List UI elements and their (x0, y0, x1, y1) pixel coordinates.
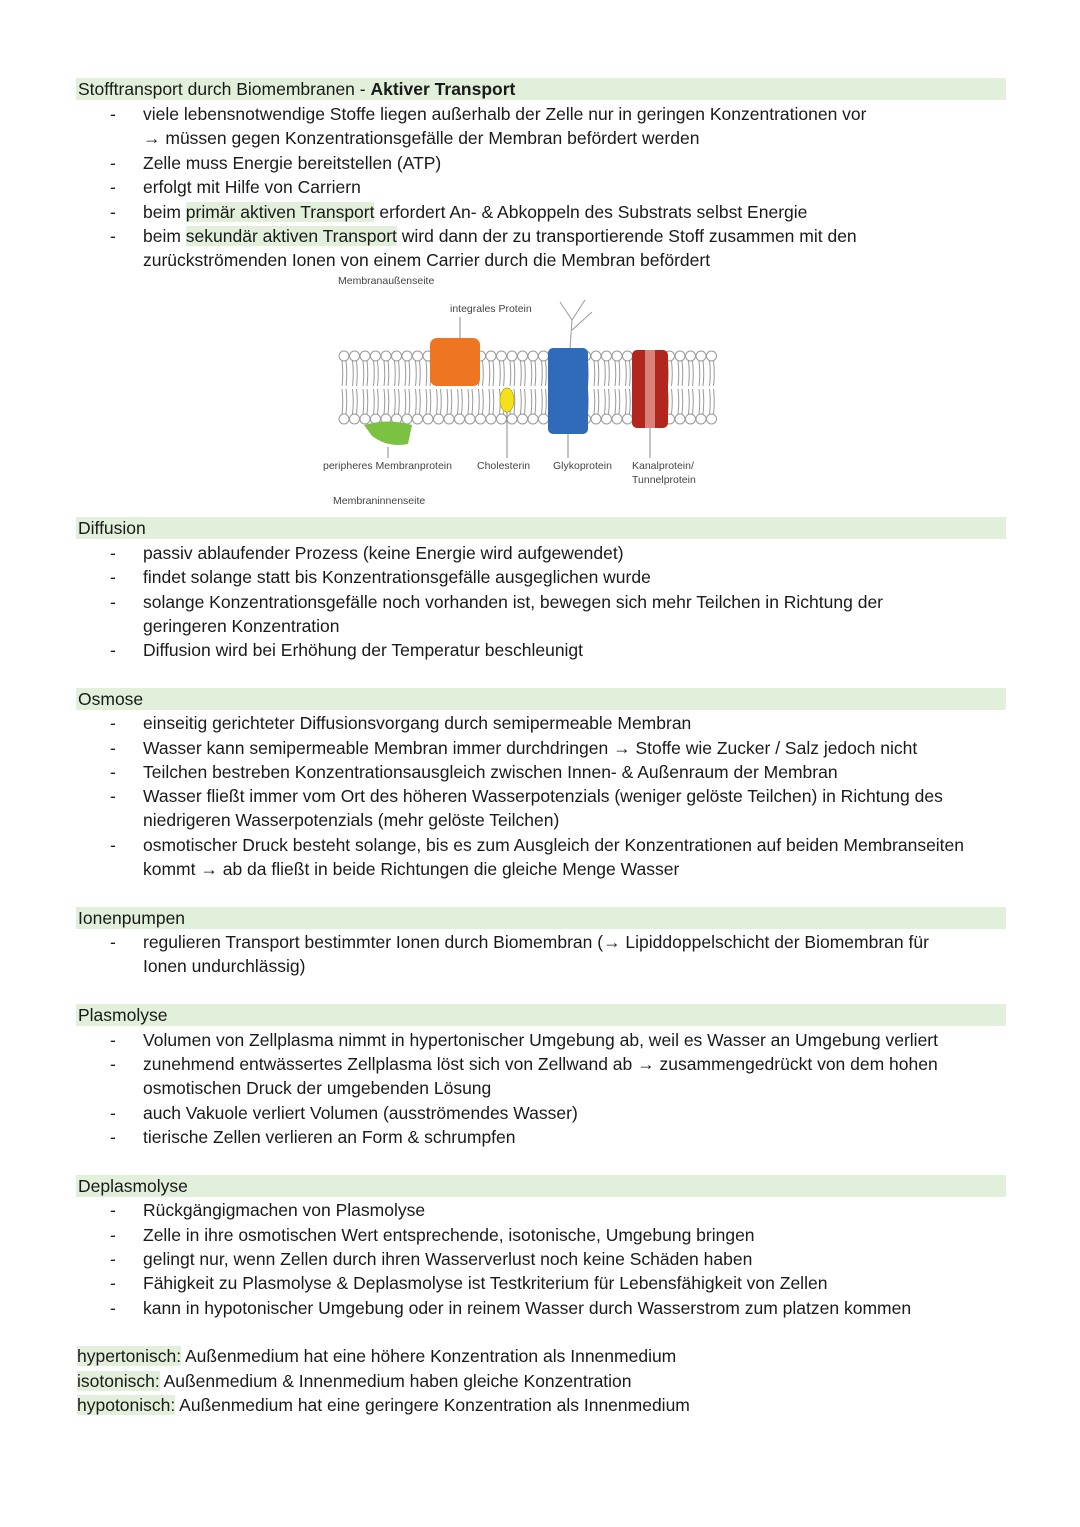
lipid-head (591, 351, 601, 361)
definition-term: hypertonisch: (77, 1346, 182, 1366)
bullet-dash: - (110, 104, 116, 124)
lipid-head (539, 351, 549, 361)
lipid-tail (626, 389, 627, 414)
peripheral-protein (364, 422, 412, 446)
lipid-tail (395, 361, 396, 386)
bullet-text: auch Vakuole verliert Volumen (ausströmendes Wasser) (143, 1103, 578, 1123)
definition-text: Außenmedium hat eine höhere Konzentration als Innenmedium (181, 1346, 677, 1366)
lipid-head (381, 351, 391, 361)
lipid-tail (630, 389, 631, 414)
lipid-head (612, 351, 622, 361)
lipid-tail (342, 361, 343, 386)
lipid-head (623, 414, 633, 424)
bullet-text: Teilchen bestreben Konzentrationsausgleich zwischen Innen- & Außenraum der Membran (143, 762, 838, 782)
bullet-dash: - (110, 177, 116, 197)
lipid-tail (689, 361, 690, 386)
lipid-tail (682, 361, 683, 386)
bullet-dash: - (110, 1054, 116, 1074)
lipid-tail (525, 389, 526, 414)
lipid-tail (346, 389, 347, 414)
lipid-tail (493, 361, 494, 386)
bullet-text: Wasser kann semipermeable Membran immer durchdringen → Stoffe wie Zucker / Salz jedoch nicht (143, 738, 918, 758)
lipid-tail (693, 361, 694, 386)
lipid-tail (678, 389, 679, 414)
lipid-head (686, 351, 696, 361)
lipid-tail (374, 389, 375, 414)
lipid-head (497, 414, 507, 424)
lipid-tail (420, 361, 421, 386)
lipid-tail (546, 389, 547, 414)
bullet-text: erfolgt mit Hilfe von Carriern (143, 177, 361, 197)
section-heading-diffusion: Diffusion (76, 517, 1006, 539)
bullet-text: osmotischer Druck besteht solange, bis es zum Ausgleich der Konzentrationen auf beiden Membranseiten (143, 835, 965, 855)
bullet-dash: - (110, 762, 116, 782)
lipid-head (612, 414, 622, 424)
lipid-tail (441, 389, 442, 414)
lipid-tail (399, 389, 400, 414)
lipid-tail (542, 389, 543, 414)
lipid-head (707, 351, 717, 361)
lipid-tail (521, 389, 522, 414)
bullet-text (143, 201, 807, 223)
highlight-term: sekundär aktiven Transport (185, 226, 397, 246)
lipid-tail (609, 361, 610, 386)
lipid-head (434, 414, 444, 424)
heading-bold-text: Aktiver Transport (370, 79, 516, 99)
bullet-text: Wasser fließt immer vom Ort des höheren Wasserpotenzials (weniger gelöste Teilchen) in Richtung des (143, 786, 943, 806)
bullet-dash: - (110, 1249, 116, 1269)
lipid-head (602, 414, 612, 424)
lipid-tail (514, 361, 515, 386)
lipid-head (350, 414, 360, 424)
highlight-term: primär aktiven Transport (185, 202, 375, 222)
lipid-tail (447, 389, 448, 414)
section-heading-deplasmolyse: Deplasmolyse (76, 1175, 1006, 1197)
lipid-tail (703, 389, 704, 414)
lipid-tail (598, 361, 599, 386)
definition-text: Außenmedium hat eine geringere Konzentration als Innenmedium (175, 1395, 690, 1415)
lipid-tail (672, 361, 673, 386)
text: erfordert An- & Abkoppeln des Substrats selbst Energie (374, 202, 808, 222)
lipid-tail (409, 361, 410, 386)
lipid-tail (426, 361, 427, 386)
lipid-tail (500, 361, 501, 386)
lipid-head (696, 351, 706, 361)
bullet-text: kommt → ab da fließt in beide Richtungen die gleiche Menge Wasser (143, 859, 680, 879)
lipid-tail (619, 361, 620, 386)
section-heading-plasmolyse: Plasmolyse (76, 1004, 1006, 1026)
text: beim (143, 202, 186, 222)
bullet-text: zurückströmenden Ionen von einem Carrier durch die Membran befördert (143, 250, 711, 270)
bullet-text: zunehmend entwässertes Zellplasma löst sich von Zellwand ab → zusammengedrückt von dem hohen (143, 1054, 938, 1074)
bullet-text: tierische Zellen verlieren an Form & schrumpfen (143, 1127, 516, 1147)
lipid-tail (542, 361, 543, 386)
definition-isotonic (77, 1370, 632, 1392)
lipid-tail (378, 389, 379, 414)
lipid-tail (420, 389, 421, 414)
lipid-head (444, 414, 454, 424)
label-outside: Membranaußenseite (338, 275, 435, 287)
lipid-tail (472, 389, 473, 414)
lipid-tail (479, 389, 480, 414)
lipid-tail (510, 361, 511, 386)
lipid-tail (363, 361, 364, 386)
lipid-tail (672, 389, 673, 414)
glyco-sugar-chain (560, 300, 592, 348)
bullet-dash: - (110, 1273, 116, 1293)
lipid-tail (483, 389, 484, 414)
lipid-tail (598, 389, 599, 414)
lipid-tail (678, 361, 679, 386)
bullet-text: passiv ablaufender Prozess (keine Energie wird aufgewendet) (143, 543, 624, 563)
definition-hypotonic (77, 1394, 690, 1416)
lipid-tail (605, 361, 606, 386)
lipid-head (339, 351, 349, 361)
lipid-tail (405, 361, 406, 386)
lipid-tail (710, 389, 711, 414)
lipid-tail (699, 389, 700, 414)
bullet-dash: - (110, 738, 116, 758)
lipid-tail (609, 389, 610, 414)
bullet-text: Diffusion wird bei Erhöhung der Temperatur beschleunigt (143, 640, 584, 660)
definition-text: Außenmedium & Innenmedium haben gleiche Konzentration (159, 1371, 632, 1391)
bullet-text: → müssen gegen Konzentrationsgefälle der Membran befördert werden (143, 128, 700, 148)
lipid-head (360, 351, 370, 361)
label-inside: Membraninnenseite (333, 495, 426, 507)
cholesterol-molecule (500, 388, 514, 412)
lipid-head (675, 414, 685, 424)
definition-term: isotonisch: (77, 1371, 160, 1391)
lipid-tail (619, 389, 620, 414)
lipid-tail (689, 389, 690, 414)
lipid-tail (535, 361, 536, 386)
lipid-head (413, 351, 423, 361)
section-heading-active-transport (76, 78, 1006, 100)
text: beim (143, 226, 186, 246)
bullet-dash: - (110, 1030, 116, 1050)
bullet-dash: - (110, 932, 116, 952)
lipid-head (686, 414, 696, 424)
lipid-tail (531, 361, 532, 386)
lipid-head (339, 414, 349, 424)
bullet-dash: - (110, 1103, 116, 1123)
lipid-tail (525, 361, 526, 386)
lipid-tail (493, 389, 494, 414)
lipid-head (539, 414, 549, 424)
lipid-tail (483, 361, 484, 386)
bullet-dash: - (110, 202, 116, 222)
bullet-text: regulieren Transport bestimmter Ionen durch Biomembran (→ Lipiddoppelschicht der Biomembran für (143, 932, 929, 952)
bullet-dash: - (110, 1298, 116, 1318)
lipid-head (528, 351, 538, 361)
lipid-tail (468, 389, 469, 414)
lipid-tail (367, 361, 368, 386)
lipid-head (518, 414, 528, 424)
lipid-tail (409, 389, 410, 414)
bullet-text: einseitig gerichteter Diffusionsvorgang durch semipermeable Membran (143, 713, 692, 733)
bullet-dash: - (110, 592, 116, 612)
lipid-tail (504, 361, 505, 386)
lipid-head (360, 414, 370, 424)
lipid-head (476, 414, 486, 424)
lipid-tail (399, 361, 400, 386)
lipid-head (696, 414, 706, 424)
bullet-text: Ionen undurchlässig) (143, 956, 306, 976)
label-channel: Kanalprotein/ (632, 460, 694, 472)
bullet-dash: - (110, 226, 116, 246)
bullet-dash: - (110, 786, 116, 806)
lipid-head (675, 351, 685, 361)
integral-protein (430, 338, 480, 386)
label-glycoprotein: Glykoprotein (553, 460, 612, 472)
lipid-tail (437, 389, 438, 414)
bullet-dash: - (110, 1127, 116, 1147)
section-heading-ionenpumpen: Ionenpumpen (76, 907, 1006, 929)
lipid-tail (388, 361, 389, 386)
bullet-text (143, 225, 857, 247)
bullet-text: Fähigkeit zu Plasmolyse & Deplasmolyse ist Testkriterium für Lebensfähigkeit von Zellen (143, 1273, 828, 1293)
lipid-tail (531, 389, 532, 414)
lipid-tail (374, 361, 375, 386)
lipid-tail (594, 361, 595, 386)
lipid-tail (426, 389, 427, 414)
lipid-tail (615, 361, 616, 386)
lipid-tail (395, 389, 396, 414)
lipid-head (518, 351, 528, 361)
bullet-text: niedrigeren Wasserpotenzials (mehr gelöste Teilchen) (143, 810, 560, 830)
lipid-tail (535, 389, 536, 414)
lipid-tail (416, 361, 417, 386)
lipid-tail (699, 361, 700, 386)
lipid-tail (458, 389, 459, 414)
bullet-text: Rückgängigmachen von Plasmolyse (143, 1200, 426, 1220)
bullet-text: viele lebensnotwendige Stoffe liegen außerhalb der Zelle nur in geringen Konzentrationen vor (143, 104, 867, 124)
bullet-text: Volumen von Zellplasma nimmt in hypertonischer Umgebung ab, weil es Wasser an Umgebung verliert (143, 1030, 938, 1050)
bullet-text: Zelle muss Energie bereitstellen (ATP) (143, 153, 442, 173)
lipid-tail (388, 389, 389, 414)
lipid-tail (489, 389, 490, 414)
bullet-text: solange Konzentrationsgefälle noch vorhanden ist, bewegen sich mehr Teilchen in Richtung der (143, 592, 884, 612)
lipid-tail (405, 389, 406, 414)
lipid-head (371, 351, 381, 361)
lipid-tail (462, 389, 463, 414)
lipid-tail (384, 361, 385, 386)
lipid-tail (367, 389, 368, 414)
lipid-tail (384, 389, 385, 414)
lipid-head (602, 351, 612, 361)
lipid-tail (630, 361, 631, 386)
bullet-dash: - (110, 1200, 116, 1220)
bullet-dash: - (110, 640, 116, 660)
bullet-text: gelingt nur, wenn Zellen durch ihren Wasserverlust noch keine Schäden haben (143, 1249, 753, 1269)
lipid-tail (357, 389, 358, 414)
bullet-text: osmotischen Druck der umgebenden Lösung (143, 1078, 492, 1098)
membrane-diagram (310, 272, 730, 512)
lipid-head (623, 351, 633, 361)
lipid-tail (353, 361, 354, 386)
lipid-head (402, 351, 412, 361)
lipid-head (486, 414, 496, 424)
bullet-dash: - (110, 567, 116, 587)
label-cholesterol: Cholesterin (477, 460, 531, 472)
lipid-head (465, 414, 475, 424)
lipid-tail (682, 389, 683, 414)
lipid-head (402, 414, 412, 424)
lipid-head (591, 414, 601, 424)
lipid-tail (615, 389, 616, 414)
label-peripheral: peripheres Membranprotein (323, 460, 452, 472)
lipid-tail (451, 389, 452, 414)
lipid-tail (703, 361, 704, 386)
lipid-tail (521, 361, 522, 386)
bullet-text: findet solange statt bis Konzentrationsgefälle ausgeglichen wurde (143, 567, 651, 587)
lipid-tail (626, 361, 627, 386)
bullet-dash: - (110, 543, 116, 563)
lipid-head (497, 351, 507, 361)
lipid-head (455, 414, 465, 424)
lipid-tail (710, 361, 711, 386)
definition-term: hypotonisch: (77, 1395, 176, 1415)
lipid-tail (546, 361, 547, 386)
bullet-text: geringeren Konzentration (143, 616, 340, 636)
channel-pore (645, 350, 655, 428)
definition-hypertonic (77, 1345, 676, 1367)
glycoprotein (548, 348, 588, 434)
lipid-tail (342, 389, 343, 414)
lipid-head (423, 414, 433, 424)
bullet-dash: - (110, 713, 116, 733)
lipid-head (528, 414, 538, 424)
lipid-tail (346, 361, 347, 386)
lipid-tail (714, 361, 715, 386)
lipid-tail (430, 389, 431, 414)
bullet-text: Zelle in ihre osmotischen Wert entsprechende, isotonische, Umgebung bringen (143, 1225, 755, 1245)
bullet-dash: - (110, 1225, 116, 1245)
lipid-head (486, 351, 496, 361)
lipid-head (507, 414, 517, 424)
section-heading-osmose: Osmose (76, 688, 1006, 710)
text: wird dann der zu transportierende Stoff zusammen mit den (396, 226, 857, 246)
lipid-tail (594, 389, 595, 414)
lipid-tail (357, 361, 358, 386)
label-channel-2: Tunnelprotein (632, 474, 696, 486)
lipid-head (707, 414, 717, 424)
lipid-tail (416, 389, 417, 414)
heading-text: Stofftransport durch Biomembranen - (78, 79, 371, 99)
lipid-head (392, 351, 402, 361)
lipid-tail (378, 361, 379, 386)
lipid-tail (353, 389, 354, 414)
lipid-head (413, 414, 423, 424)
bullet-dash: - (110, 835, 116, 855)
lipid-tail (489, 361, 490, 386)
lipid-head (350, 351, 360, 361)
bullet-text: kann in hypotonischer Umgebung oder in reinem Wasser durch Wasserstrom zum platzen kommen (143, 1298, 912, 1318)
label-integral-protein: integrales Protein (450, 303, 532, 315)
lipid-tail (363, 389, 364, 414)
lipid-tail (714, 389, 715, 414)
lipid-tail (693, 389, 694, 414)
lipid-tail (605, 389, 606, 414)
lipid-head (507, 351, 517, 361)
bullet-dash: - (110, 153, 116, 173)
